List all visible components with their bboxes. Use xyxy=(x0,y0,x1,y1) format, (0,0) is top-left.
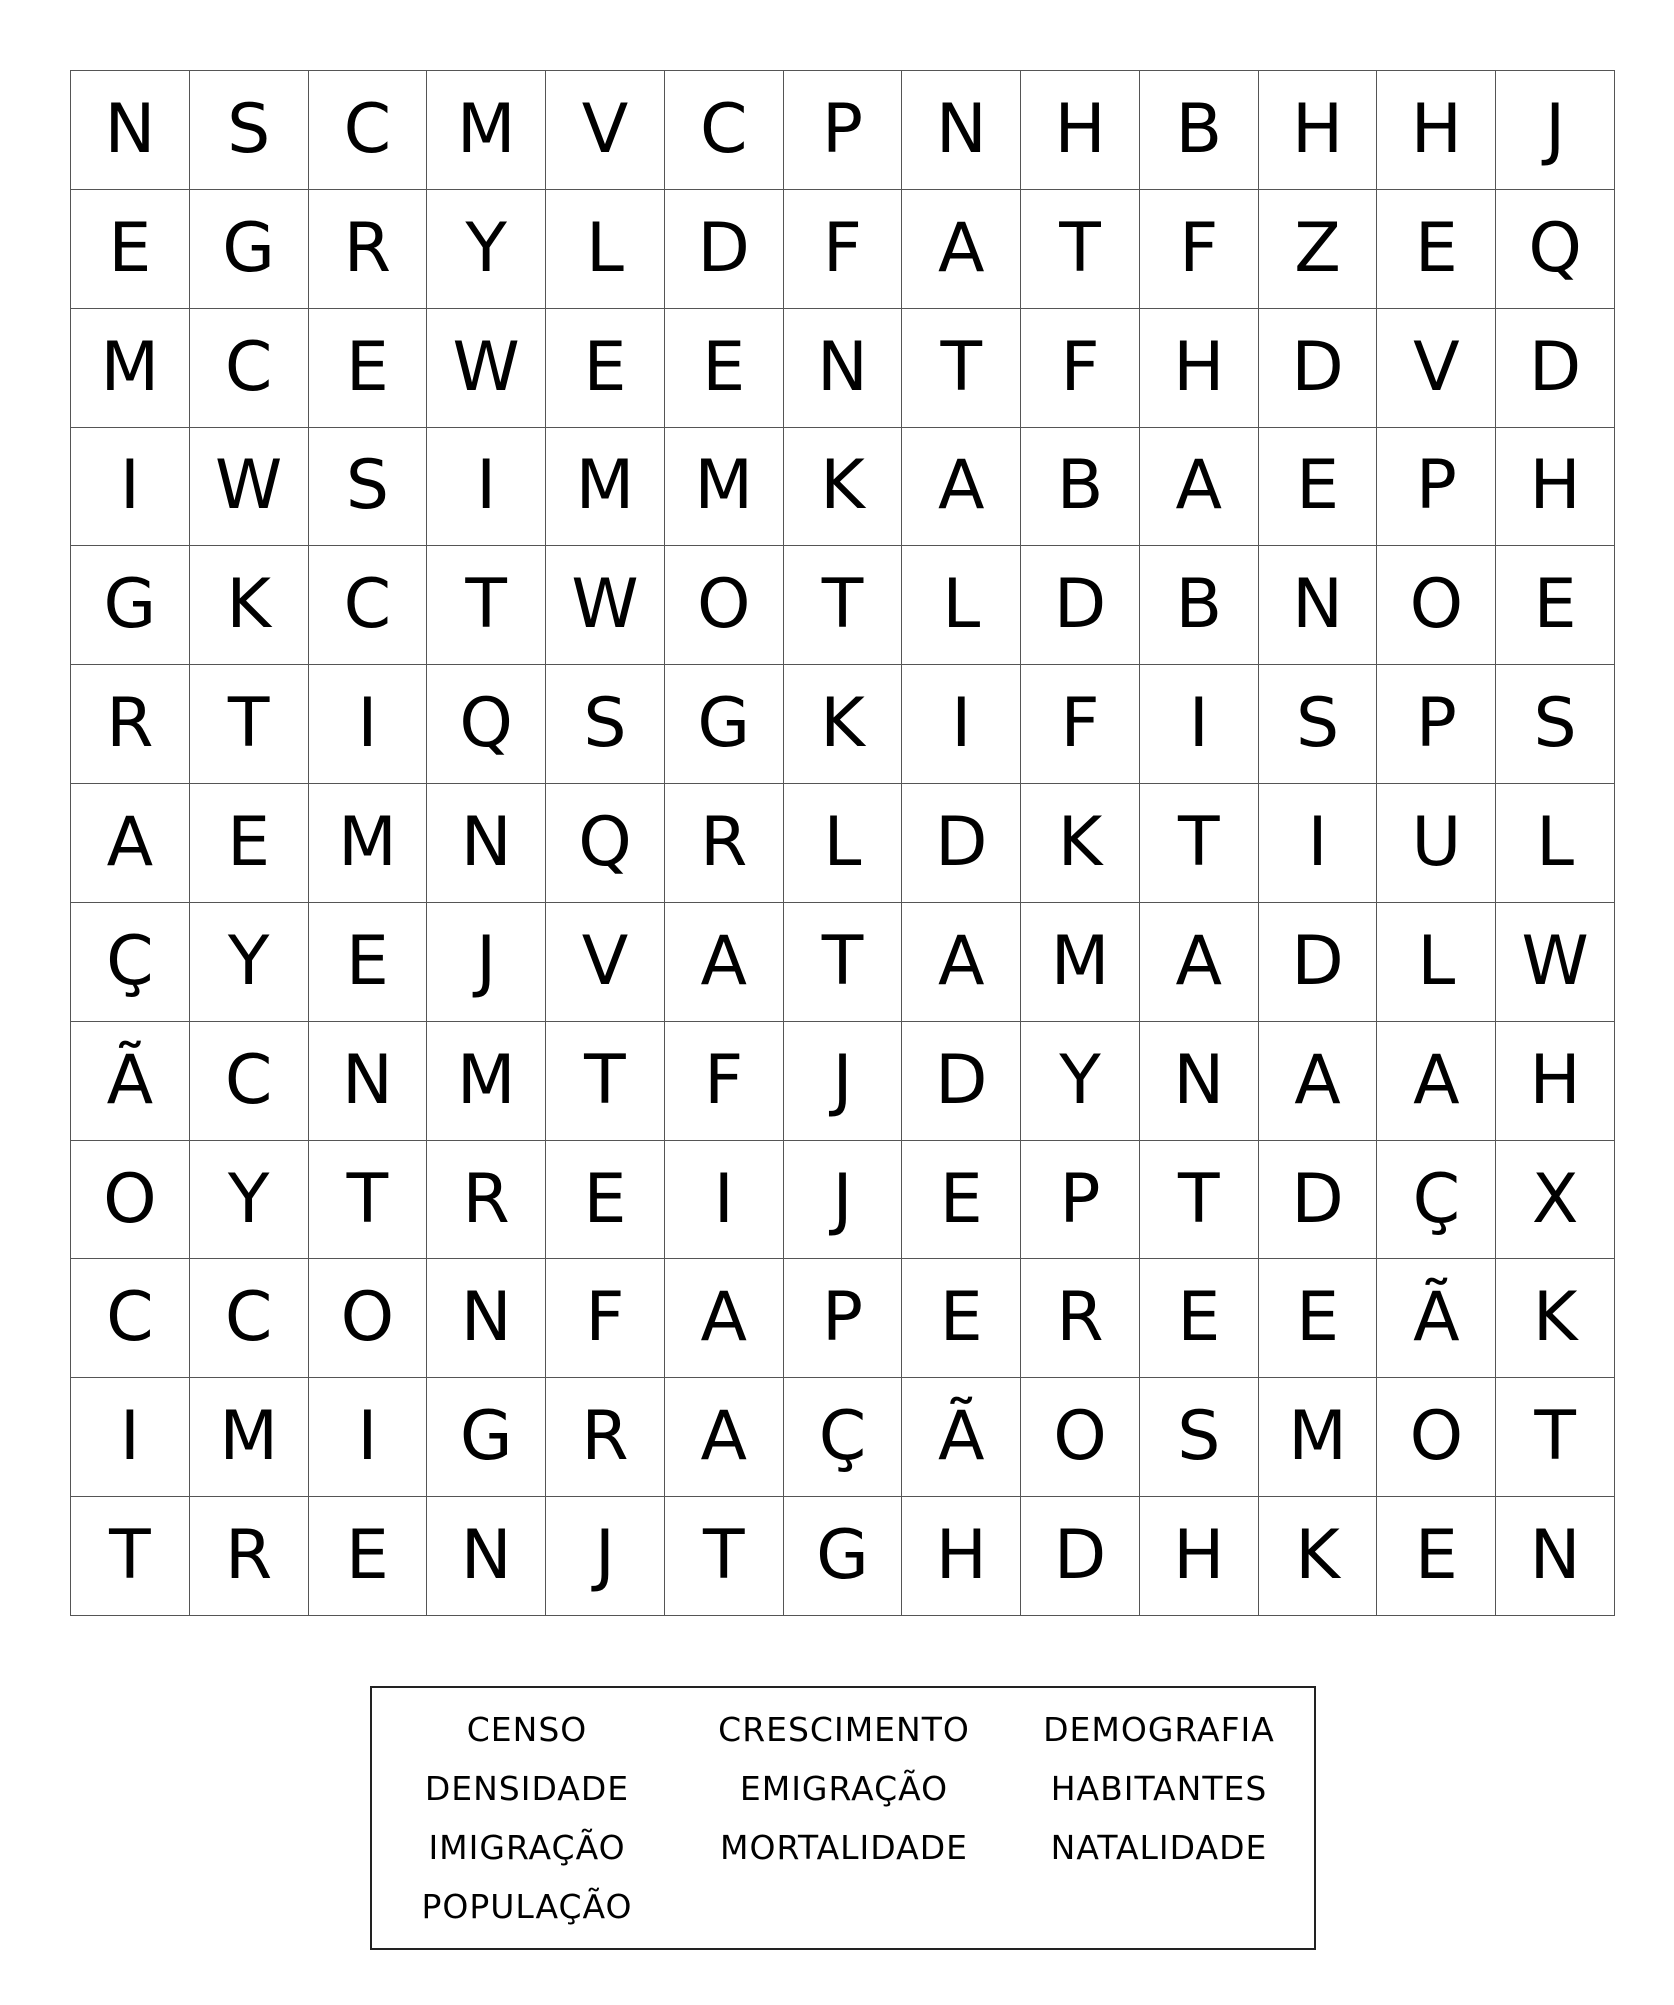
grid-cell[interactable]: J xyxy=(546,1497,665,1616)
grid-cell[interactable]: C xyxy=(71,1259,190,1378)
grid-cell[interactable]: E xyxy=(309,309,428,428)
grid-cell[interactable]: I xyxy=(71,1378,190,1497)
word-bank-column xyxy=(684,1700,1004,1877)
grid-cell[interactable]: G xyxy=(190,190,309,309)
grid-cell[interactable]: N xyxy=(309,1022,428,1141)
grid-cell[interactable]: B xyxy=(1140,71,1259,190)
grid-cell[interactable]: C xyxy=(190,309,309,428)
grid-cell[interactable]: R xyxy=(665,784,784,903)
grid-cell[interactable]: C xyxy=(665,71,784,190)
grid-cell[interactable]: V xyxy=(546,903,665,1022)
grid-cell[interactable]: R xyxy=(546,1378,665,1497)
grid-cell[interactable]: D xyxy=(1021,546,1140,665)
word-censo: CENSO xyxy=(466,1710,588,1749)
grid-cell[interactable]: O xyxy=(665,546,784,665)
grid-cell[interactable]: I xyxy=(71,428,190,547)
grid-cell[interactable]: M xyxy=(1021,903,1140,1022)
grid-cell[interactable]: J xyxy=(784,1141,903,1260)
grid-cell[interactable]: B xyxy=(1140,546,1259,665)
grid-cell[interactable]: R xyxy=(71,665,190,784)
grid-cell[interactable]: G xyxy=(71,546,190,665)
grid-cell[interactable]: O xyxy=(1021,1378,1140,1497)
grid-cell[interactable]: K xyxy=(1259,1497,1378,1616)
grid-cell[interactable]: Q xyxy=(546,784,665,903)
word-bank-column xyxy=(1004,1700,1314,1877)
grid-cell[interactable]: D xyxy=(902,1022,1021,1141)
grid-cell[interactable]: N xyxy=(1496,1497,1615,1616)
grid-cell[interactable]: Y xyxy=(1021,1022,1140,1141)
grid-cell[interactable]: E xyxy=(190,784,309,903)
grid-cell[interactable]: A xyxy=(665,1378,784,1497)
grid-cell[interactable]: T xyxy=(902,309,1021,428)
word-emigracao: EMIGRAÇÃO xyxy=(739,1769,949,1808)
grid-cell[interactable]: V xyxy=(546,71,665,190)
grid-cell[interactable]: C xyxy=(190,1022,309,1141)
grid-cell[interactable]: M xyxy=(546,428,665,547)
grid-cell[interactable]: M xyxy=(427,1022,546,1141)
grid-cell[interactable]: T xyxy=(427,546,546,665)
grid-cell[interactable]: E xyxy=(1259,1259,1378,1378)
grid-cell[interactable]: K xyxy=(1496,1259,1615,1378)
word-search-grid xyxy=(70,70,1615,1616)
grid-cell[interactable]: P xyxy=(1377,665,1496,784)
grid-cell[interactable]: A xyxy=(71,784,190,903)
grid-cell[interactable]: D xyxy=(1021,1497,1140,1616)
grid-cell[interactable]: Ã xyxy=(71,1022,190,1141)
grid-cell[interactable]: N xyxy=(902,71,1021,190)
grid-cell[interactable]: Ç xyxy=(71,903,190,1022)
grid-cell[interactable]: D xyxy=(1259,903,1378,1022)
grid-cell[interactable]: V xyxy=(1377,309,1496,428)
grid-cell[interactable]: D xyxy=(665,190,784,309)
grid-cell[interactable]: Y xyxy=(190,903,309,1022)
grid-cell[interactable]: Q xyxy=(1496,190,1615,309)
grid-cell[interactable]: S xyxy=(1496,665,1615,784)
grid-cell[interactable]: P xyxy=(1021,1141,1140,1260)
grid-cell[interactable]: I xyxy=(665,1141,784,1260)
grid-cell[interactable]: W xyxy=(1496,903,1615,1022)
grid-cell[interactable]: T xyxy=(784,546,903,665)
grid-cell[interactable]: R xyxy=(1021,1259,1140,1378)
grid-cell[interactable]: K xyxy=(1021,784,1140,903)
grid-cell[interactable]: S xyxy=(1259,665,1378,784)
grid-cell[interactable]: H xyxy=(1021,71,1140,190)
grid-cell[interactable]: Y xyxy=(190,1141,309,1260)
grid-cell[interactable]: Y xyxy=(427,190,546,309)
grid-cell[interactable]: I xyxy=(309,1378,428,1497)
grid-cell[interactable]: N xyxy=(784,309,903,428)
grid-cell[interactable]: H xyxy=(1496,428,1615,547)
grid-cell[interactable]: Ç xyxy=(784,1378,903,1497)
grid-cell[interactable]: K xyxy=(190,546,309,665)
grid-cell[interactable]: A xyxy=(665,1259,784,1378)
grid-cell[interactable]: N xyxy=(71,71,190,190)
word-imigracao: IMIGRAÇÃO xyxy=(428,1828,626,1867)
grid-cell[interactable]: Ç xyxy=(1377,1141,1496,1260)
grid-cell[interactable]: J xyxy=(1496,71,1615,190)
grid-cell[interactable]: P xyxy=(784,71,903,190)
grid-cell[interactable]: Ã xyxy=(902,1378,1021,1497)
grid-cell[interactable]: R xyxy=(427,1141,546,1260)
grid-cell[interactable]: G xyxy=(665,665,784,784)
word-densidade: DENSIDADE xyxy=(424,1769,630,1808)
grid-cell[interactable]: F xyxy=(546,1259,665,1378)
grid-cell[interactable]: M xyxy=(665,428,784,547)
grid-cell[interactable]: E xyxy=(309,1497,428,1616)
grid-cell[interactable]: T xyxy=(71,1497,190,1616)
grid-cell[interactable]: J xyxy=(427,903,546,1022)
grid-cell[interactable]: F xyxy=(1021,309,1140,428)
grid-cell[interactable]: T xyxy=(546,1022,665,1141)
grid-cell[interactable]: T xyxy=(1140,784,1259,903)
grid-cell[interactable]: H xyxy=(1496,1022,1615,1141)
grid-cell[interactable]: M xyxy=(71,309,190,428)
grid-cell[interactable]: M xyxy=(1259,1378,1378,1497)
grid-cell[interactable]: O xyxy=(309,1259,428,1378)
grid-cell[interactable]: A xyxy=(1140,428,1259,547)
grid-cell[interactable]: U xyxy=(1377,784,1496,903)
grid-cell[interactable]: H xyxy=(902,1497,1021,1616)
grid-cell[interactable]: O xyxy=(1377,546,1496,665)
grid-cell[interactable]: Q xyxy=(427,665,546,784)
grid-cell[interactable]: D xyxy=(1259,1141,1378,1260)
grid-cell[interactable]: H xyxy=(1377,71,1496,190)
grid-cell[interactable]: H xyxy=(1140,1497,1259,1616)
grid-cell[interactable]: K xyxy=(784,428,903,547)
grid-cell[interactable]: H xyxy=(1259,71,1378,190)
word-demografia: DEMOGRAFIA xyxy=(1043,1710,1275,1749)
grid-cell[interactable]: L xyxy=(902,546,1021,665)
grid-cell[interactable]: Z xyxy=(1259,190,1378,309)
grid-cell[interactable]: L xyxy=(784,784,903,903)
grid-cell[interactable]: A xyxy=(665,903,784,1022)
word-mortalidade: MORTALIDADE xyxy=(720,1828,968,1867)
grid-cell[interactable]: Ã xyxy=(1377,1259,1496,1378)
grid-cell[interactable]: A xyxy=(902,190,1021,309)
grid-cell[interactable]: L xyxy=(546,190,665,309)
grid-cell[interactable]: L xyxy=(1377,903,1496,1022)
grid-cell[interactable]: N xyxy=(427,784,546,903)
grid-cell[interactable]: A xyxy=(1259,1022,1378,1141)
grid-cell[interactable]: E xyxy=(902,1141,1021,1260)
grid-cell[interactable]: I xyxy=(427,428,546,547)
grid-cell[interactable]: E xyxy=(902,1259,1021,1378)
grid-cell[interactable]: W xyxy=(546,546,665,665)
word-bank-column xyxy=(372,1700,682,1936)
grid-cell[interactable]: F xyxy=(1140,190,1259,309)
grid-cell[interactable]: E xyxy=(1377,190,1496,309)
grid-cell[interactable]: L xyxy=(1496,784,1615,903)
word-populacao: POPULAÇÃO xyxy=(421,1887,633,1926)
grid-cell[interactable]: N xyxy=(1259,546,1378,665)
grid-cell[interactable]: N xyxy=(427,1259,546,1378)
grid-cell[interactable]: S xyxy=(1140,1378,1259,1497)
word-habitantes: HABITANTES xyxy=(1050,1769,1268,1808)
word-bank xyxy=(370,1686,1316,1950)
grid-cell[interactable]: F xyxy=(1021,665,1140,784)
grid-cell[interactable]: I xyxy=(1140,665,1259,784)
grid-cell[interactable]: M xyxy=(309,784,428,903)
grid-cell[interactable]: G xyxy=(784,1497,903,1616)
grid-cell[interactable]: M xyxy=(427,71,546,190)
grid-cell[interactable]: S xyxy=(546,665,665,784)
grid-cell[interactable]: C xyxy=(309,546,428,665)
grid-cell[interactable]: A xyxy=(1140,903,1259,1022)
grid-cell[interactable]: P xyxy=(784,1259,903,1378)
grid-cell[interactable]: T xyxy=(665,1497,784,1616)
grid-cell[interactable]: D xyxy=(1496,309,1615,428)
word-crescimento: CRESCIMENTO xyxy=(718,1710,970,1749)
grid-cell[interactable]: E xyxy=(309,903,428,1022)
grid-cell[interactable]: N xyxy=(427,1497,546,1616)
grid-cell[interactable]: S xyxy=(309,428,428,547)
grid-cell[interactable]: E xyxy=(546,309,665,428)
grid-cell[interactable]: O xyxy=(71,1141,190,1260)
grid-cell[interactable]: P xyxy=(1377,428,1496,547)
grid-cell[interactable]: T xyxy=(309,1141,428,1260)
grid-cell[interactable]: A xyxy=(902,903,1021,1022)
grid-cell[interactable]: J xyxy=(784,1022,903,1141)
grid-cell[interactable]: N xyxy=(1140,1022,1259,1141)
grid-cell[interactable]: W xyxy=(190,428,309,547)
grid-cell[interactable]: F xyxy=(784,190,903,309)
grid-cell[interactable]: I xyxy=(902,665,1021,784)
grid-cell[interactable]: M xyxy=(190,1378,309,1497)
grid-cell[interactable]: C xyxy=(190,1259,309,1378)
grid-cell[interactable]: E xyxy=(665,309,784,428)
grid-cell[interactable]: C xyxy=(309,71,428,190)
grid-cell[interactable]: K xyxy=(784,665,903,784)
grid-cell[interactable]: R xyxy=(309,190,428,309)
grid-cell[interactable]: G xyxy=(427,1378,546,1497)
grid-cell[interactable]: A xyxy=(902,428,1021,547)
grid-cell[interactable]: E xyxy=(1496,546,1615,665)
grid-cell[interactable]: W xyxy=(427,309,546,428)
grid-cell[interactable]: E xyxy=(1259,428,1378,547)
grid-cell[interactable]: E xyxy=(546,1141,665,1260)
grid-cell[interactable]: F xyxy=(665,1022,784,1141)
grid-cell[interactable]: T xyxy=(1496,1378,1615,1497)
grid-cell[interactable]: H xyxy=(1140,309,1259,428)
grid-cell[interactable]: E xyxy=(1140,1259,1259,1378)
grid-cell[interactable]: O xyxy=(1377,1378,1496,1497)
grid-cell[interactable]: D xyxy=(902,784,1021,903)
grid-cell[interactable]: T xyxy=(190,665,309,784)
grid-cell[interactable]: A xyxy=(1377,1022,1496,1141)
grid-cell[interactable]: T xyxy=(1140,1141,1259,1260)
grid-cell[interactable]: I xyxy=(309,665,428,784)
grid-cell[interactable]: T xyxy=(784,903,903,1022)
grid-cell[interactable]: D xyxy=(1259,309,1378,428)
grid-cell[interactable]: B xyxy=(1021,428,1140,547)
grid-cell[interactable]: E xyxy=(1377,1497,1496,1616)
grid-cell[interactable]: S xyxy=(190,71,309,190)
grid-cell[interactable]: T xyxy=(1021,190,1140,309)
grid-cell[interactable]: X xyxy=(1496,1141,1615,1260)
grid-cell[interactable]: R xyxy=(190,1497,309,1616)
grid-cell[interactable]: I xyxy=(1259,784,1378,903)
word-natalidade: NATALIDADE xyxy=(1050,1828,1268,1867)
grid-cell[interactable]: E xyxy=(71,190,190,309)
